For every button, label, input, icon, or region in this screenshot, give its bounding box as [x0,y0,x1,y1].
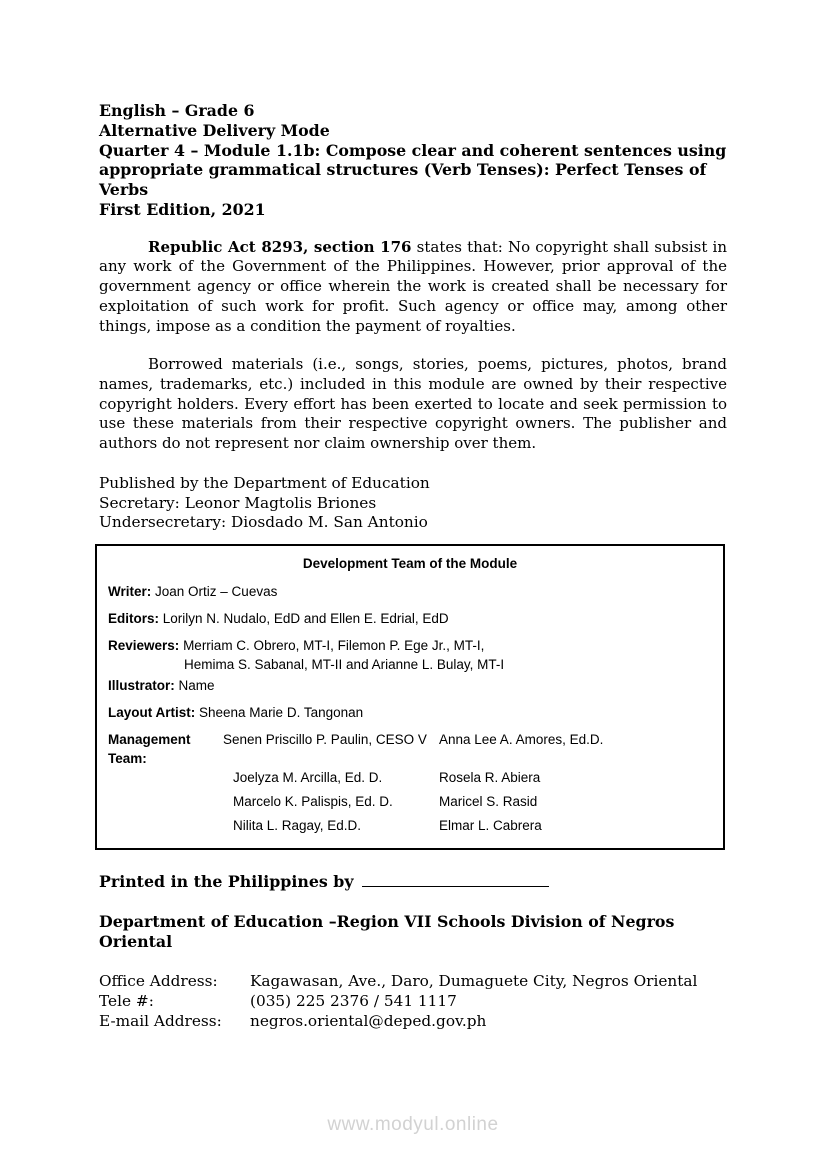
management-name-left: Nilita L. Ragay, Ed.D. [233,817,362,833]
writer-entry [108,582,712,601]
reviewers-entry [108,636,712,674]
reviewers-label: Reviewers: [108,637,180,653]
header-line-delivery-mode: Alternative Delivery Mode [99,120,330,140]
layout-artist-label: Layout Artist: [108,704,196,720]
office-address-label: Office Address: [99,972,218,991]
management-name-right: Elmar L. Cabrera [439,817,542,833]
management-row [108,730,712,768]
management-name-left: Joelyza M. Arcilla, Ed. D. [233,769,383,785]
management-row [108,816,712,835]
management-team-label: Management Team: [108,731,191,766]
division-line: Department of Education –Region VII Schools Division of Negros Oriental [99,911,675,951]
illustrator-entry [108,676,712,695]
reviewers-line-2: Hemima S. Sabanal, MT-II and Arianne L. Bulay, MT-I [184,656,505,672]
undersecretary-line: Undersecretary: Diosdado M. San Antonio [99,513,428,532]
published-by-line: Published by the Department of Education [99,473,430,492]
management-row [108,768,712,787]
layout-artist-value: Sheena Marie D. Tangonan [199,704,364,720]
management-name-right: Maricel S. Rasid [439,793,538,809]
module-header [99,101,727,220]
editors-value: Lorilyn N. Nudalo, EdD and Ellen E. Edrial, EdD [162,610,449,626]
secretary-line: Secretary: Leonor Magtolis Briones [99,493,377,512]
reviewers-line-1 [108,636,712,655]
contact-row-email [99,1012,727,1032]
management-name-left: Senen Priscillo P. Paulin, CESO V [223,731,427,747]
blank-underline [362,874,549,887]
spacer [108,768,223,787]
management-row [108,792,712,811]
header-line-edition: First Edition, 2021 [99,199,266,219]
development-team-title: Development Team of the Module [302,555,518,571]
writer-value: Joan Ortiz – Cuevas [155,583,278,599]
telephone-label: Tele #: [99,991,154,1010]
email-label: E-mail Address: [99,1011,222,1030]
management-name-right: Rosela R. Abiera [439,769,541,785]
watermark: www.modyul.online [327,1114,499,1135]
copyright-paragraph-2: Borrowed materials (i.e., songs, stories, poems, pictures, photos, brand names, trademarks, etc.) included in this module are owned by their respective copyright holders. Every effort has been exerted to locate and seek permission to use these materials from their respective copyright owners. The publisher and authors do not represent nor claim ownership over them. [99,355,727,453]
contact-row-office-address [99,972,727,992]
printed-label: Printed in the Philippines by [99,871,354,891]
copyright-paragraph-1 [99,238,727,337]
management-team-entry [108,730,712,835]
layout-artist-entry [108,703,712,722]
office-address-value: Kagawasan, Ave., Daro, Dumaguete City, Negros Oriental [250,972,698,991]
spacer [108,792,223,811]
reviewers-value-1: Merriam C. Obrero, MT-I, Filemon P. Ege Jr., MT-I, [183,637,485,653]
republic-act-lead: Republic Act 8293, section 176 [148,237,412,256]
management-name-right: Anna Lee A. Amores, Ed.D. [439,731,604,747]
illustrator-value: Name [178,677,215,693]
editors-label: Editors: [108,610,160,626]
header-line-module-title: Quarter 4 – Module 1.1b: Compose clear and coherent sentences using appropriate grammatical structures (Verb Tenses): Perfect Tenses of Verbs [99,140,727,200]
email-value: negros.oriental@deped.gov.ph [250,1011,487,1030]
printed-in-philippines-line [99,872,727,892]
telephone-value: (035) 225 2376 / 541 1117 [250,991,457,1010]
publisher-block [99,474,727,533]
illustrator-label: Illustrator: [108,677,175,693]
contact-block [99,972,727,1031]
management-name-left: Marcelo K. Palispis, Ed. D. [233,793,393,809]
contact-row-telephone [99,992,727,1012]
spacer [108,816,223,835]
writer-label: Writer: [108,583,152,599]
development-team-box [95,544,725,850]
republic-act-body: states that: No copyright shall subsist in any work of the Government of the Philippines. However, prior approval of the government agency or office wherein the work is created shall be necessary for exploitation of such work for profit. Such agency or office may, among other things, impose as a condition the payment of royalties. [99,237,728,335]
header-line-subject: English – Grade 6 [99,101,255,120]
editors-entry [108,609,712,628]
